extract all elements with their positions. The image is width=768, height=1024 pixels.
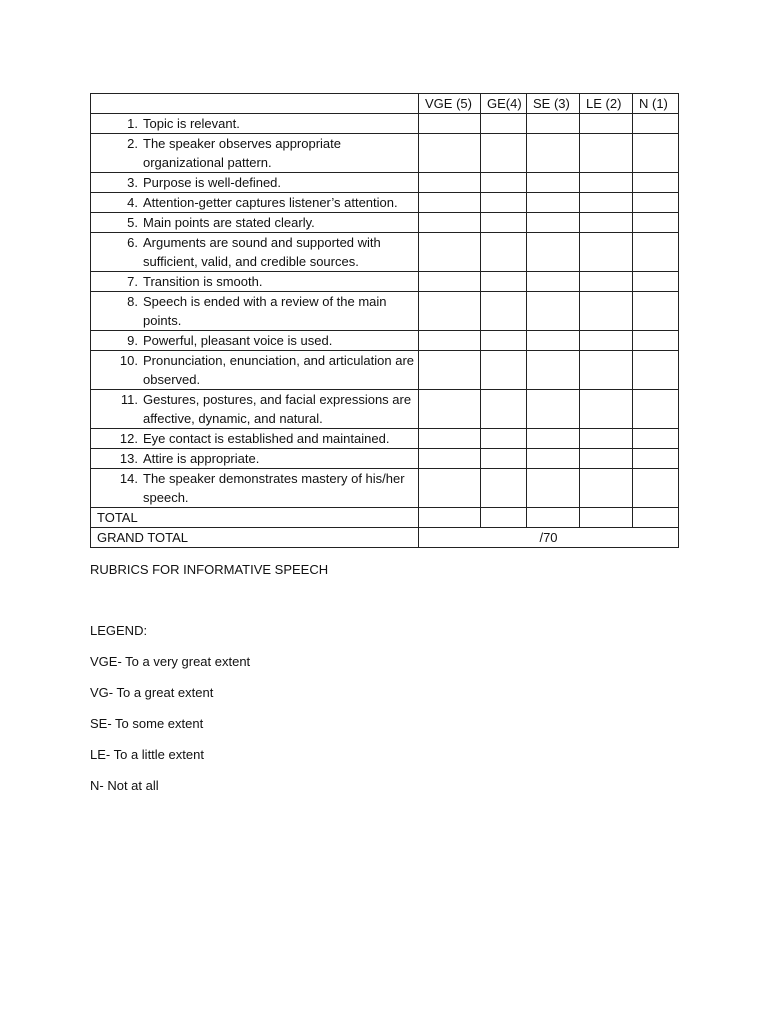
- rubric-body: [91, 114, 679, 548]
- rating-cell[interactable]: [419, 193, 481, 213]
- criterion-cell: [91, 233, 419, 272]
- rating-cell[interactable]: [633, 390, 679, 429]
- rating-cell[interactable]: [580, 114, 633, 134]
- criterion-row: [91, 114, 679, 134]
- criterion-wrap: [91, 469, 414, 507]
- rating-cell[interactable]: [527, 114, 580, 134]
- criterion-row: [91, 272, 679, 292]
- rating-cell[interactable]: [419, 292, 481, 331]
- criterion-text: Speech is ended with a review of the main points.: [143, 294, 387, 328]
- criterion-number: 14.: [119, 471, 138, 486]
- criterion-text: Attention-getter captures listener’s attention.: [143, 195, 398, 210]
- header-le: LE (2): [580, 94, 633, 114]
- legend-entry: N- Not at all: [90, 778, 159, 793]
- criterion-wrap: [91, 331, 414, 350]
- legend-list: [90, 653, 250, 808]
- rating-cell[interactable]: [633, 292, 679, 331]
- criterion-number: 7.: [127, 274, 138, 289]
- legend-entry: VG- To a great extent: [90, 685, 214, 700]
- rating-cell[interactable]: [633, 134, 679, 173]
- criterion-cell: [91, 292, 419, 331]
- criterion-text: Attire is appropriate.: [143, 451, 260, 466]
- criterion-number: 6.: [127, 235, 138, 250]
- rating-cell[interactable]: [527, 213, 580, 233]
- criterion-row: [91, 134, 679, 173]
- rating-cell[interactable]: [633, 193, 679, 213]
- rating-cell[interactable]: [580, 469, 633, 508]
- rating-cell[interactable]: [419, 114, 481, 134]
- rating-cell[interactable]: [580, 449, 633, 469]
- criterion-cell: [91, 331, 419, 351]
- rating-cell[interactable]: [527, 469, 580, 508]
- rating-cell[interactable]: [419, 272, 481, 292]
- rating-cell[interactable]: [481, 272, 527, 292]
- rating-cell[interactable]: [419, 390, 481, 429]
- rating-cell[interactable]: [481, 173, 527, 193]
- legend-entry: SE- To some extent: [90, 716, 204, 731]
- rating-cell[interactable]: [419, 331, 481, 351]
- criterion-cell: [91, 114, 419, 134]
- rating-cell[interactable]: [633, 114, 679, 134]
- rubric-table: [90, 93, 679, 548]
- header-row: [91, 94, 679, 114]
- rating-cell[interactable]: [419, 134, 481, 173]
- grand-total-row: [91, 528, 679, 548]
- criterion-cell: [91, 429, 419, 449]
- rating-cell[interactable]: [419, 213, 481, 233]
- rating-cell[interactable]: [419, 351, 481, 390]
- criterion-wrap: [91, 351, 414, 389]
- rating-cell[interactable]: [481, 114, 527, 134]
- criterion-row: [91, 449, 679, 469]
- header-n: N (1): [633, 94, 679, 114]
- grand-total-label: GRAND TOTAL: [91, 528, 419, 548]
- criterion-number: 5.: [127, 215, 138, 230]
- header-criteria: [91, 94, 419, 114]
- rating-cell[interactable]: [527, 233, 580, 272]
- criterion-cell: [91, 272, 419, 292]
- criterion-number: 8.: [127, 294, 138, 309]
- criterion-cell: [91, 390, 419, 429]
- criterion-text: The speaker observes appropriate organizational pattern.: [143, 136, 342, 170]
- total-cell: [481, 508, 527, 528]
- criterion-text: Eye contact is established and maintained.: [143, 431, 390, 446]
- rating-cell[interactable]: [481, 193, 527, 213]
- criterion-number: 4.: [127, 195, 138, 210]
- criterion-number: 2.: [127, 136, 138, 151]
- rating-cell[interactable]: [633, 351, 679, 390]
- criterion-text: Powerful, pleasant voice is used.: [143, 333, 333, 348]
- rating-cell[interactable]: [481, 469, 527, 508]
- rating-cell[interactable]: [580, 390, 633, 429]
- rating-cell[interactable]: [527, 331, 580, 351]
- criterion-text: The speaker demonstrates mastery of his/her speech.: [143, 471, 405, 505]
- rating-cell[interactable]: [481, 134, 527, 173]
- header-vge: VGE (5): [419, 94, 481, 114]
- criterion-row: [91, 390, 679, 429]
- rating-cell[interactable]: [580, 331, 633, 351]
- criterion-row: [91, 331, 679, 351]
- criterion-row: [91, 292, 679, 331]
- total-cell: [580, 508, 633, 528]
- rating-cell[interactable]: [481, 429, 527, 449]
- criterion-text: Gestures, postures, and facial expressions are affective, dynamic, and natural.: [143, 392, 412, 426]
- criterion-text: Topic is relevant.: [143, 116, 240, 131]
- rating-cell[interactable]: [580, 213, 633, 233]
- rating-cell[interactable]: [481, 292, 527, 331]
- rating-cell[interactable]: [633, 449, 679, 469]
- rating-cell[interactable]: [419, 233, 481, 272]
- criterion-wrap: [91, 390, 414, 428]
- criterion-number: 10.: [119, 353, 138, 368]
- rating-cell[interactable]: [527, 351, 580, 390]
- rating-cell[interactable]: [633, 331, 679, 351]
- criterion-cell: [91, 213, 419, 233]
- criterion-wrap: [91, 193, 414, 212]
- legend-entry: LE- To a little extent: [90, 747, 204, 762]
- rating-cell[interactable]: [481, 449, 527, 469]
- criterion-wrap: [91, 429, 414, 448]
- criterion-number: 12.: [119, 431, 138, 446]
- table-caption: RUBRICS FOR INFORMATIVE SPEECH: [90, 562, 329, 577]
- criterion-text: Pronunciation, enunciation, and articulation are observed.: [143, 353, 415, 387]
- rating-cell[interactable]: [580, 272, 633, 292]
- criterion-row: [91, 193, 679, 213]
- criterion-cell: [91, 469, 419, 508]
- rating-cell[interactable]: [580, 193, 633, 213]
- grand-total-value: /70: [419, 528, 679, 548]
- criterion-text: Main points are stated clearly.: [143, 215, 315, 230]
- criterion-number: 11.: [120, 392, 138, 407]
- rating-cell[interactable]: [580, 292, 633, 331]
- rating-cell[interactable]: [633, 233, 679, 272]
- criterion-row: [91, 351, 679, 390]
- criterion-wrap: [91, 173, 414, 192]
- rating-cell[interactable]: [633, 213, 679, 233]
- rating-cell[interactable]: [633, 469, 679, 508]
- total-label: TOTAL: [91, 508, 419, 528]
- rating-cell[interactable]: [527, 272, 580, 292]
- rating-cell[interactable]: [527, 449, 580, 469]
- rating-cell[interactable]: [527, 193, 580, 213]
- total-cell: [633, 508, 679, 528]
- rating-cell[interactable]: [633, 272, 679, 292]
- criterion-text: Purpose is well-defined.: [143, 175, 282, 190]
- criterion-cell: [91, 134, 419, 173]
- rating-cell[interactable]: [580, 134, 633, 173]
- criterion-wrap: [91, 114, 414, 133]
- rating-cell[interactable]: [527, 134, 580, 173]
- criterion-row: [91, 213, 679, 233]
- criterion-text: Arguments are sound and supported with sufficient, valid, and credible sources.: [143, 235, 381, 269]
- criterion-number: 9.: [127, 333, 138, 348]
- criterion-number: 3.: [127, 175, 138, 190]
- rating-cell[interactable]: [633, 173, 679, 193]
- criterion-wrap: [91, 449, 414, 468]
- criterion-number: 13.: [119, 451, 138, 466]
- criterion-wrap: [91, 213, 414, 232]
- rating-cell[interactable]: [580, 173, 633, 193]
- criterion-cell: [91, 193, 419, 213]
- rating-cell[interactable]: [580, 429, 633, 449]
- rating-cell[interactable]: [419, 469, 481, 508]
- criterion-row: [91, 173, 679, 193]
- rating-cell[interactable]: [580, 233, 633, 272]
- rating-cell[interactable]: [527, 429, 580, 449]
- rating-cell[interactable]: [419, 429, 481, 449]
- header-se: SE (3): [527, 94, 580, 114]
- criterion-text: Transition is smooth.: [143, 274, 263, 289]
- rating-cell[interactable]: [481, 213, 527, 233]
- criterion-wrap: [91, 292, 414, 330]
- legend-entry: VGE- To a very great extent: [90, 654, 251, 669]
- criterion-row: [91, 233, 679, 272]
- criterion-wrap: [91, 134, 414, 172]
- rating-cell[interactable]: [481, 390, 527, 429]
- rating-cell[interactable]: [419, 173, 481, 193]
- criterion-row: [91, 429, 679, 449]
- criterion-cell: [91, 173, 419, 193]
- total-cell: [527, 508, 580, 528]
- criterion-wrap: [91, 233, 414, 271]
- rating-cell[interactable]: [527, 292, 580, 331]
- header-ge: GE(4): [481, 94, 527, 114]
- rating-cell[interactable]: [481, 331, 527, 351]
- total-row: [91, 508, 679, 528]
- rating-cell[interactable]: [481, 351, 527, 390]
- criterion-wrap: [91, 272, 414, 291]
- rating-cell[interactable]: [481, 233, 527, 272]
- rating-cell[interactable]: [633, 429, 679, 449]
- rating-cell[interactable]: [527, 173, 580, 193]
- legend-title: LEGEND:: [90, 623, 148, 638]
- criterion-cell: [91, 449, 419, 469]
- criterion-row: [91, 469, 679, 508]
- criterion-cell: [91, 351, 419, 390]
- rating-cell[interactable]: [580, 351, 633, 390]
- total-cell: [419, 508, 481, 528]
- criterion-number: 1.: [127, 116, 138, 131]
- rating-cell[interactable]: [527, 390, 580, 429]
- rating-cell[interactable]: [419, 449, 481, 469]
